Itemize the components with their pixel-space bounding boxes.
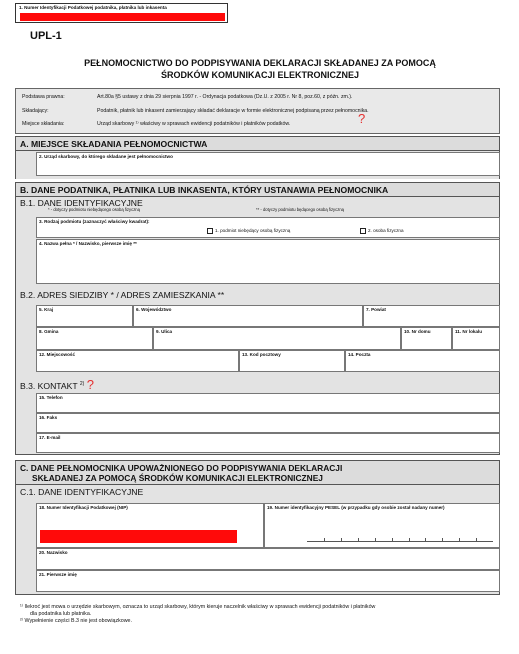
pesel-tick xyxy=(392,538,393,541)
place-key: Miejsce składania: xyxy=(22,121,65,127)
section-a-header xyxy=(15,136,500,151)
pesel-tick xyxy=(425,538,426,541)
field-post-office[interactable]: 14. Poczta xyxy=(345,350,500,372)
field-nip[interactable]: 18. Numer Identyfikacji Podatkowej (NIP) xyxy=(36,503,264,548)
section-a-band xyxy=(15,151,500,179)
field-postal-code[interactable]: 13. Kod pocztowy xyxy=(239,350,345,372)
pesel-tick xyxy=(341,538,342,541)
title-line-1: PEŁNOMOCNICTWO DO PODPISYWANIA DEKLARACJI SKŁADANEJ ZA POMOCĄ xyxy=(84,58,436,68)
field-county[interactable]: 7. Powiat xyxy=(363,305,500,327)
field-phone[interactable]: 15. Telefon xyxy=(36,393,500,413)
section-c-title-2: SKŁADANEJ ZA POMOCĄ ŚRODKÓW KOMUNIKACJI ELEKTRONICZNEJ xyxy=(32,473,323,483)
footnote-1: ¹⁾ Ilekroć jest mowa o urzędzie skarbowym, oznacza to urząd skarbowy, którym kieruje naczelnik właściwy w sprawach ewidencji podatników i płatników xyxy=(20,604,376,610)
b2-title: B.2. ADRES SIEDZIBY * / ADRES ZAMIESZKANIA ** xyxy=(20,290,225,300)
nip-header-box xyxy=(15,3,228,23)
checkbox-legal-entity[interactable] xyxy=(207,228,213,234)
pesel-tick xyxy=(459,538,460,541)
pesel-tick xyxy=(324,538,325,541)
note-legal-entity: * - dotyczy podmiotu niebędącego osobą fizyczną xyxy=(48,207,140,212)
field-voivodeship[interactable]: 6. Województwo xyxy=(133,305,363,327)
field-entity-type xyxy=(36,217,500,238)
section-c-header xyxy=(15,460,500,485)
question-icon: ? xyxy=(86,377,94,392)
pesel-tick xyxy=(358,538,359,541)
title-line-2: ŚRODKÓW KOMUNIKACJI ELEKTRONICZNEJ xyxy=(160,70,359,80)
nip-label: 1. Numer Identyfikacji Podatkowej podatnika, płatnika lub inkasenta xyxy=(19,5,167,10)
section-b3-band xyxy=(15,373,500,455)
footnotes xyxy=(20,604,505,625)
legal-basis-key: Podstawa prawna: xyxy=(22,94,65,100)
pesel-tick-line xyxy=(307,538,493,542)
c1-title: C.1. DANE IDENTYFIKACYJNE xyxy=(20,487,144,497)
legal-basis-value: Art.80a §5 ustawy z dnia 29 sierpnia 1997 r. - Ordynacja podatkowa (Dz.U. z 2005 r. Nr 8, poz.60, z późn. zm.). xyxy=(97,94,353,100)
field-house-no[interactable]: 10. Nr domu xyxy=(401,327,452,350)
section-a-title: A. MIEJSCE SKŁADANIA PEŁNOMOCNICTWA xyxy=(20,139,208,149)
filer-value: Podatnik, płatnik lub inkasent zamierzający składać deklaracje w formie elektronicznej podpisaną przez pełnomocnika. xyxy=(97,108,369,114)
place-value: Urząd skarbowy ¹⁾ właściwy w sprawach ewidencji podatników i płatników podatków. xyxy=(97,121,291,127)
footnote-1b: dla podatnika lub płatnika. xyxy=(30,611,92,617)
preamble-box xyxy=(15,88,500,134)
field-2-label: 2. Urząd skarbowy, do którego składane jest pełnomocnictwo xyxy=(39,154,173,159)
b1-title: B.1. DANE IDENTYFIKACYJNE xyxy=(20,198,143,208)
field-surname[interactable]: 20. Nazwisko xyxy=(36,548,500,570)
option-natural-person[interactable]: 2. osoba fizyczna xyxy=(360,228,404,234)
checkbox-natural-person[interactable] xyxy=(360,228,366,234)
section-b2-band xyxy=(15,287,500,373)
form-code: UPL-1 xyxy=(30,30,62,42)
field-first-name[interactable]: 21. Pierwsze imię xyxy=(36,570,500,592)
redacted-nip xyxy=(20,13,225,21)
section-c-title-1: C. DANE PEŁNOMOCNIKA UPOWAŻNIONEGO DO PODPISYWANIA DEKLARACJI xyxy=(20,463,343,473)
field-3-label: 3. Rodzaj podmiotu (zaznaczyć właściwy kwadrat): xyxy=(39,219,150,224)
field-city[interactable]: 12. Miejscowość xyxy=(36,350,239,372)
question-icon: ? xyxy=(358,111,366,126)
footnote-2: ²⁾ Wypełnienie części B.3 nie jest obowiązkowe. xyxy=(20,618,132,624)
form-title xyxy=(20,57,500,81)
option-legal-entity[interactable]: 1. podmiot niebędący osobą fizyczną xyxy=(207,228,290,234)
pesel-tick xyxy=(476,538,477,541)
field-full-name[interactable] xyxy=(36,239,500,284)
field-fax[interactable]: 16. Faks xyxy=(36,413,500,433)
field-pesel[interactable]: 19. Numer identyfikacyjny PESEL (w przypadku gdy osobie został nadany numer) xyxy=(264,503,500,548)
field-4-label: 4. Nazwa pełna * / Nazwisko, pierwsze imię ** xyxy=(39,241,137,246)
pesel-tick xyxy=(409,538,410,541)
pesel-tick xyxy=(375,538,376,541)
pesel-tick xyxy=(442,538,443,541)
section-b-title: B. DANE PODATNIKA, PŁATNIKA LUB INKASENTA, KTÓRY USTANAWIA PEŁNOMOCNIKA xyxy=(20,185,389,195)
field-commune[interactable]: 8. Gmina xyxy=(36,327,153,350)
field-tax-office[interactable] xyxy=(36,152,500,176)
filer-key: Składający: xyxy=(22,108,49,114)
field-street[interactable]: 9. Ulica xyxy=(153,327,401,350)
section-b1-band xyxy=(15,197,500,287)
field-country[interactable]: 5. Kraj xyxy=(36,305,133,327)
section-b-header xyxy=(15,182,500,197)
b3-title: B.3. KONTAKT $^{2)}$ ? xyxy=(20,377,94,392)
redacted-nip-agent xyxy=(40,530,237,543)
field-email[interactable]: 17. E-mail xyxy=(36,433,500,453)
field-flat-no[interactable]: 11. Nr lokalu xyxy=(452,327,500,350)
note-natural-person: ** - dotyczy podmiotu będącego osobą fizyczną xyxy=(256,207,344,212)
